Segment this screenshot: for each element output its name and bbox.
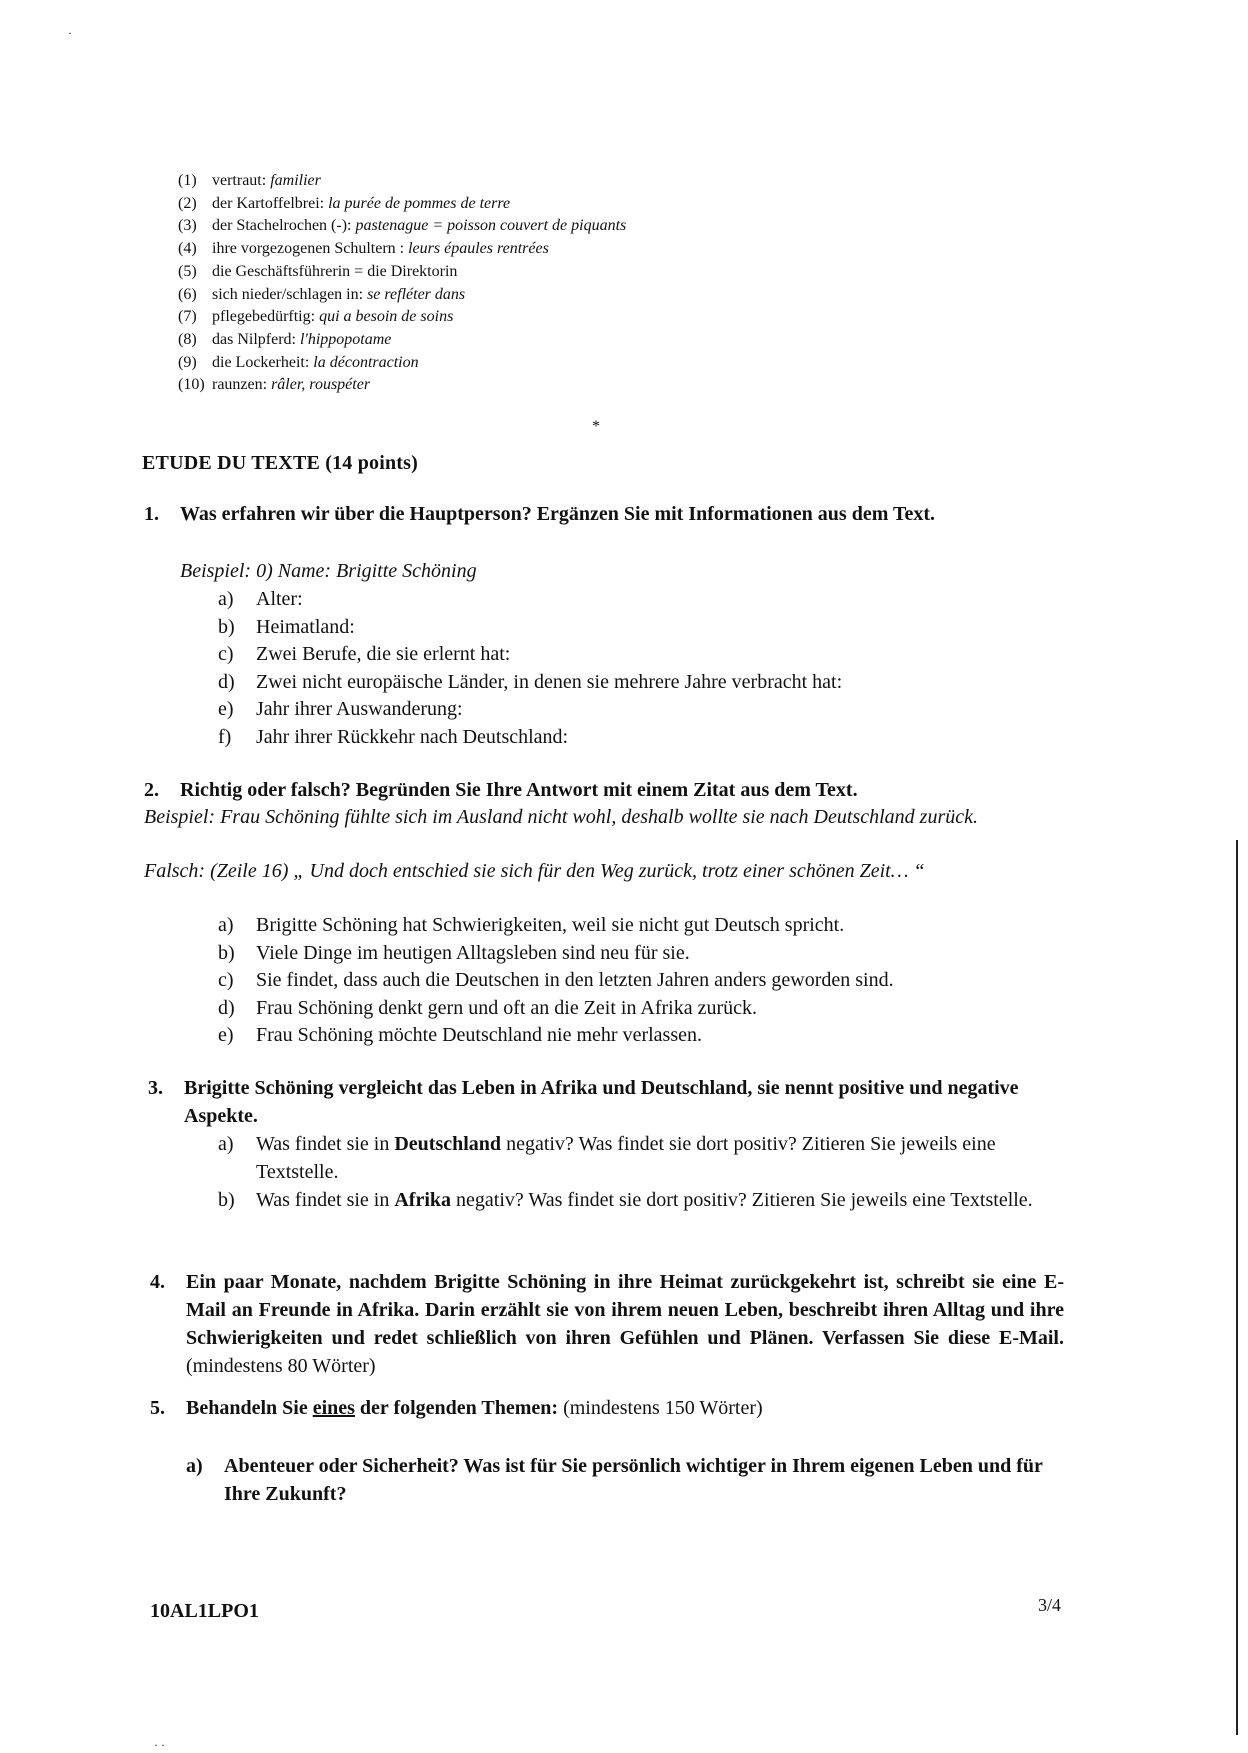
q2-example: Beispiel: Frau Schöning fühlte sich im Ausland nicht wohl, deshalb wollte sie nach Deutschland zurück.: [144, 806, 978, 828]
item-label: b): [218, 1189, 235, 1211]
item-text-post: negativ? Was findet sie dort positiv? Zitieren Sie jeweils eine Textstelle.: [256, 1133, 996, 1183]
q1-example: Beispiel: 0) Name: Brigitte Schöning: [180, 560, 477, 582]
item-label: e): [218, 698, 234, 720]
list-item: [218, 586, 1068, 614]
item-label: c): [218, 969, 234, 991]
item-text-bold: Afrika: [394, 1189, 452, 1211]
item-label: b): [218, 615, 235, 638]
vocab-french: râler, rouspéter: [271, 376, 371, 394]
list-item: [218, 1022, 1068, 1050]
vocab-french: se refléter dans: [367, 285, 466, 303]
vocab-french: leurs épaules rentrées: [408, 240, 549, 258]
question-text: Richtig oder falsch? Begründen Sie Ihre Antwort mit einem Zitat aus dem Text.: [180, 779, 858, 801]
vocab-german: die Geschäftsführerin = die Direktorin: [212, 262, 458, 280]
vocab-row: [178, 193, 626, 216]
item-label: a): [218, 914, 234, 936]
list-item: [218, 724, 1068, 752]
word-count-note: (mindestens 150 Wörter): [558, 1397, 763, 1419]
question-4: [150, 1268, 1064, 1380]
vocab-row: [178, 306, 626, 329]
question-text: Behandeln Sie: [186, 1397, 313, 1419]
list-item: [218, 1130, 1064, 1186]
vocab-german: raunzen:: [212, 376, 272, 394]
item-label: f): [218, 725, 232, 748]
item-label: a): [218, 588, 234, 610]
item-text: Alter:: [256, 588, 303, 610]
vocab-german: der Kartoffelbrei:: [212, 194, 329, 212]
vocab-french: la purée de pommes de terre: [328, 194, 511, 212]
item-label: a): [186, 1455, 203, 1477]
vocab-number: (4): [178, 240, 197, 258]
vocab-french: l'hippopotame: [299, 330, 392, 348]
vocab-number: (1): [178, 172, 197, 189]
vocab-number: (6): [178, 285, 197, 303]
vocab-row: [178, 352, 626, 375]
list-item: [218, 940, 1068, 968]
item-text: Zwei Berufe, die sie erlernt hat:: [256, 643, 511, 665]
scan-mark-bottom: · ·: [154, 1738, 165, 1752]
list-item: [218, 696, 1068, 724]
question-1: [144, 500, 1060, 528]
vocab-french: la décontraction: [313, 353, 419, 371]
vocab-row: [178, 374, 626, 397]
item-text: Frau Schöning möchte Deutschland nie mehr verlassen.: [256, 1024, 702, 1046]
vocab-number: (7): [178, 308, 197, 326]
item-label: c): [218, 643, 234, 665]
vocab-row: [178, 329, 626, 352]
q5-item-a: [186, 1452, 1060, 1508]
question-number: 4.: [150, 1271, 165, 1293]
vocab-french: pastenague = poisson couvert de piquants: [355, 217, 627, 235]
vocab-german: das Nilpferd:: [212, 330, 300, 348]
document-code: 10AL1LPO1: [150, 1600, 259, 1622]
vocab-german: ihre vorgezogenen Schultern :: [212, 240, 409, 258]
list-item: [218, 967, 1068, 995]
list-item: [218, 669, 1068, 697]
vocab-number: (5): [178, 262, 197, 280]
question-2: [144, 776, 1060, 804]
vocab-german: der Stachelrochen (-):: [212, 217, 356, 235]
question-text-underlined: eines: [312, 1397, 355, 1419]
vocab-french: qui a besoin de soins: [319, 308, 454, 326]
item-text: Viele Dinge im heutigen Alltagsleben sind neu für sie.: [256, 941, 690, 964]
item-text: Sie findet, dass auch die Deutschen in den letzten Jahren anders geworden sind.: [256, 969, 894, 991]
question-number: 5.: [150, 1397, 165, 1419]
page-number: 3/4: [1038, 1595, 1062, 1615]
vocab-row: [178, 261, 626, 284]
list-item: [218, 912, 1068, 940]
item-text: Heimatland:: [256, 615, 355, 638]
item-text-pre: Was findet sie in: [256, 1189, 395, 1211]
q2-items: [218, 912, 1068, 1050]
item-label: e): [218, 1024, 234, 1046]
question-number: 2.: [144, 779, 159, 801]
question-text-rest: der folgenden Themen:: [354, 1397, 559, 1419]
item-text-pre: Was findet sie in: [256, 1133, 395, 1155]
scan-mark-top: ·: [68, 26, 72, 40]
vocab-german: sich nieder/schlagen in:: [212, 285, 368, 303]
item-label: d): [218, 670, 235, 693]
list-item: [218, 995, 1068, 1023]
item-text: Jahr ihrer Auswanderung:: [256, 698, 463, 720]
vocab-row: [178, 215, 626, 238]
item-label: a): [218, 1133, 234, 1155]
q2-example-answer: Falsch: (Zeile 16) „ Und doch entschied sie sich für den Weg zurück, trotz einer schönen Zeit… “: [144, 860, 925, 882]
question-number: 3.: [148, 1077, 163, 1099]
vocab-french: familier: [270, 172, 321, 189]
separator-star: *: [592, 418, 600, 435]
item-text: Brigitte Schöning hat Schwierigkeiten, weil sie nicht gut Deutsch spricht.: [256, 914, 845, 936]
vocab-german: die Lockerheit:: [212, 353, 314, 371]
vocab-number: (8): [178, 330, 197, 348]
section-title: ETUDE DU TEXTE (14 points): [142, 452, 419, 474]
q3-items: [218, 1130, 1064, 1214]
vocab-row: [178, 238, 626, 261]
question-3: [148, 1074, 1064, 1130]
word-count-note: (mindestens 80 Wörter): [186, 1355, 376, 1377]
vocab-number: (3): [178, 217, 197, 235]
question-text: Brigitte Schöning vergleicht das Leben in Afrika und Deutschland, sie nennt positive und negative Aspekte.: [184, 1077, 1019, 1127]
item-text: Frau Schöning denkt gern und oft an die Zeit in Afrika zurück.: [256, 996, 757, 1019]
list-item: [218, 1186, 1064, 1214]
list-item: [218, 641, 1068, 669]
item-text: Zwei nicht europäische Länder, in denen sie mehrere Jahre verbracht hat:: [256, 670, 843, 693]
question-text: Was erfahren wir über die Hauptperson? Ergänzen Sie mit Informationen aus dem Text.: [180, 503, 936, 525]
item-text: Jahr ihrer Rückkehr nach Deutschland:: [256, 725, 569, 748]
vocab-number: (9): [178, 353, 197, 371]
item-text-post: negativ? Was findet sie dort positiv? Zitieren Sie jeweils eine Textstelle.: [451, 1189, 1033, 1211]
q1-items: [218, 586, 1068, 751]
item-text-bold: Deutschland: [394, 1133, 502, 1155]
vocab-row: [178, 284, 626, 307]
question-5: [150, 1394, 1064, 1422]
question-number: 1.: [144, 503, 159, 525]
vocab-german: vertraut:: [212, 172, 271, 189]
list-item: [218, 614, 1068, 642]
item-label: d): [218, 996, 235, 1019]
vocab-german: pflegebedürftig:: [212, 308, 320, 326]
vocab-number: (2): [178, 194, 197, 212]
item-label: b): [218, 941, 235, 964]
scan-edge-line: [1236, 840, 1238, 1735]
vocab-row: [178, 170, 626, 193]
vocab-number: (10): [178, 376, 205, 394]
question-text: Ein paar Monate, nachdem Brigitte Schöning in ihre Heimat zurückgekehrt ist, schreibt sie eine E-Mail an Freunde in Afrika. Darin erzählt sie von ihrem neuen Leben, beschreibt ihren Alltag und ihre Schwierigkeiten und redet schließlich von ihren Gefühlen und Plänen. Verfassen Sie diese E-Mail.: [186, 1271, 1064, 1349]
item-text: Abenteuer oder Sicherheit? Was ist für Sie persönlich wichtiger in Ihrem eigenen Leben und für Ihre Zukunft?: [224, 1455, 1043, 1505]
vocabulary-notes: [178, 170, 626, 397]
